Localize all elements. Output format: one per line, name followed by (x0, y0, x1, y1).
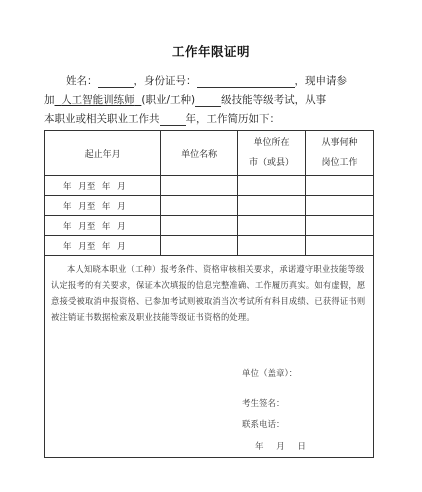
header-city (238, 131, 306, 176)
line2-prefix: 加 (44, 94, 55, 106)
table-row (45, 236, 374, 256)
header-unit: 单位名称 (161, 131, 238, 176)
occupation-suffix: (职业/工种) (141, 94, 196, 106)
header-city-line2: 市（或县） (248, 158, 294, 168)
phone-label: 联系电话： (242, 420, 285, 430)
id-label: ，身份证号： (133, 75, 197, 87)
document-title: 工作年限证明 (171, 44, 250, 59)
table-header-row (45, 131, 374, 176)
name-label: 姓名： (66, 75, 98, 87)
unit-cell[interactable] (161, 196, 238, 216)
header-position (305, 131, 373, 176)
unit-seal-label: 单位（盖章）： (242, 369, 298, 379)
date-label: 年 月 日 (255, 442, 306, 452)
intro-line-1 (66, 73, 396, 88)
header-position-line2: 岗位工作 (321, 158, 358, 168)
header-position-line1: 从事何种 (321, 138, 358, 148)
level-blank[interactable] (195, 94, 221, 107)
occupation-text: 人工智能训练师 (61, 94, 135, 106)
city-cell[interactable] (238, 236, 306, 256)
line3-end: 年，工作简历如下： (185, 113, 280, 125)
header-period: 起止年月 (45, 131, 161, 176)
statement-cell (45, 256, 374, 458)
id-number-blank[interactable] (197, 75, 295, 88)
period-cell: 年 月至 年 月 (45, 196, 161, 216)
apply-text: ，现申请参 (294, 75, 347, 87)
table-row (45, 196, 374, 216)
name-blank[interactable] (98, 75, 134, 88)
position-cell[interactable] (305, 196, 373, 216)
unit-cell[interactable] (161, 236, 238, 256)
statement-text: 本人知晓本职业（工种）报考条件、资格审核相关要求，承诺遵守职业技能等级认定报考的有关要求，保证本次填报的信息完整准确、工作履历真实。如有虚假，愿意接受被取消申报资格、已参加考试则被取消当次考试所有科目成绩、已获得证书则被注销证书数据检索及职业技能等级证书资格的处理。 (51, 264, 366, 322)
candidate-sign-label: 考生签名： (242, 399, 285, 409)
intro-line-3 (44, 111, 374, 126)
period-cell: 年 月至 年 月 (45, 216, 161, 236)
table-row (45, 216, 374, 236)
unit-cell[interactable] (161, 216, 238, 236)
unit-cell[interactable] (161, 176, 238, 196)
line2-end: 级技能等级考试，从事 (221, 94, 327, 106)
line3-prefix: 本职业或相关职业工作共 (44, 113, 160, 125)
intro-line-2 (44, 92, 374, 107)
statement-row (45, 256, 374, 458)
position-cell[interactable] (305, 216, 373, 236)
table-row (45, 176, 374, 196)
period-cell: 年 月至 年 月 (45, 236, 161, 256)
years-blank[interactable] (160, 113, 186, 126)
city-cell[interactable] (238, 196, 306, 216)
position-cell[interactable] (305, 176, 373, 196)
city-cell[interactable] (238, 216, 306, 236)
period-cell: 年 月至 年 月 (45, 176, 161, 196)
occupation-value[interactable] (55, 94, 142, 106)
position-cell[interactable] (305, 236, 373, 256)
header-city-line1: 单位所在 (253, 138, 290, 148)
city-cell[interactable] (238, 176, 306, 196)
work-history-table (44, 130, 374, 458)
